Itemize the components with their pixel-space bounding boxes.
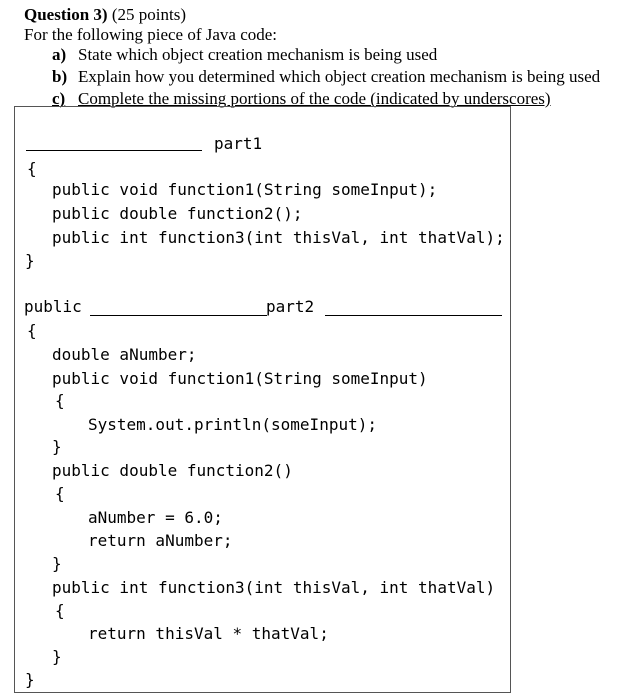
task-letter: c) [52,89,66,108]
task-letter: a) [52,45,67,64]
task-a [52,45,437,65]
class-public-keyword: public [24,297,82,316]
blank-part2-line-left [90,315,267,316]
task-text: Complete the missing portions of the code (indicated by underscores) [78,89,551,108]
class-open-brace: { [27,321,37,340]
part1-label: part1 [214,134,263,153]
task-letter: b) [52,67,68,86]
function2-body-line-2: return aNumber; [88,531,233,550]
function2-body-line-1: aNumber = 6.0; [88,508,223,527]
interface-method-3: public int function3(int thisVal, int thatVal); [52,228,505,247]
question-points: (25 points) [111,5,186,24]
blank-part1-line [26,150,202,151]
interface-method-1: public void function1(String someInput); [52,180,438,199]
interface-open-brace: { [27,159,37,178]
function2-open-brace: { [55,484,65,503]
function1-body: System.out.println(someInput); [88,415,377,434]
function3-close-brace: } [52,647,62,666]
blank-part2-line-right [325,315,502,316]
part2-label: part2 [266,297,315,316]
field-declaration: double aNumber; [52,345,197,364]
function3-signature: public int function3(int thisVal, int thatVal) [52,578,496,597]
task-text: Explain how you determined which object creation mechanism is being used [78,67,601,86]
function1-signature: public void function1(String someInput) [52,369,428,388]
interface-method-2: public double function2(); [52,204,303,223]
question-header [24,5,186,25]
function3-open-brace: { [55,601,65,620]
task-text: State which object creation mechanism is being used [78,45,438,64]
function1-close-brace: } [52,437,62,456]
class-close-brace: } [25,670,35,689]
function2-close-brace: } [52,554,62,573]
function1-open-brace: { [55,391,65,410]
task-b [52,67,600,87]
question-title: Question 3) [24,5,108,24]
function3-body: return thisVal * thatVal; [88,624,329,643]
question-intro: For the following piece of Java code: [24,25,278,44]
function2-signature: public double function2() [52,461,293,480]
interface-close-brace: } [25,251,35,270]
